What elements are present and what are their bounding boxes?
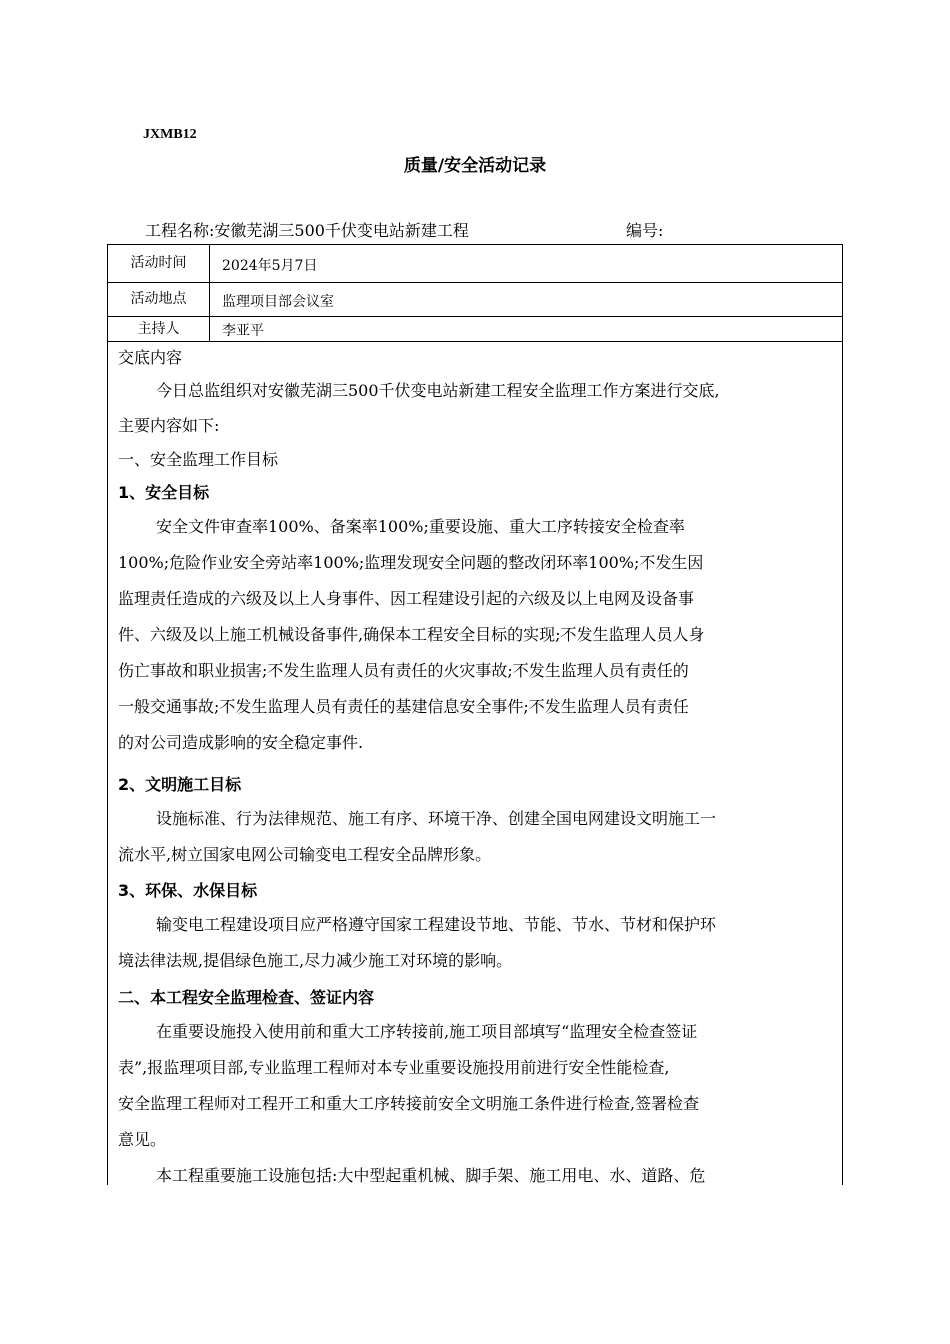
content-line: 今日总监组织对安徽芜湖三500千伏变电站新建工程安全监理工作方案进行交底, [156, 381, 720, 400]
content-line: 设施标准、行为法律规范、施工有序、环境干净、创建全国电网建设文明施工一 [156, 809, 717, 828]
content-line: 输变电工程建设项目应严格遵守国家工程建设节地、节能、节水、节材和保护环 [156, 915, 717, 934]
host-label: 主持人 [108, 317, 210, 341]
activity-place-value: 监理项目部会议室 [222, 294, 334, 310]
host-value: 李亚平 [222, 323, 264, 339]
content-line: 100%;危险作业安全旁站率100%;监理发现安全问题的整改闭环率100%;不发生因 [118, 553, 704, 572]
content-line: 监理责任造成的六级及以上人身事件、因工程建设引起的六级及以上电网及设备事 [118, 589, 695, 608]
content-line: 本工程重要施工设施包括:大中型起重机械、脚手架、施工用电、水、道路、危 [156, 1166, 706, 1185]
row-host [108, 317, 842, 342]
content-line: 伤亡事故和职业损害;不发生监理人员有责任的火灾事故;不发生监理人员有责任的 [118, 661, 689, 680]
record-table [107, 244, 843, 1185]
subsection-heading: 1、安全目标 [118, 483, 210, 502]
section-heading: 一、安全监理工作目标 [118, 450, 279, 469]
content-line: 在重要设施投入使用前和重大工序转接前,施工项目部填写“监理安全检查签证 [156, 1022, 698, 1041]
content-line: 流水平,树立国家电网公司输变电工程安全品牌形象。 [118, 845, 492, 864]
section-heading: 二、本工程安全监理检查、签证内容 [118, 988, 375, 1007]
content-line: 意见。 [118, 1130, 167, 1149]
activity-place-label: 活动地点 [108, 283, 210, 316]
content-line: 件、六级及以上施工机械设备事件,确保本工程安全目标的实现;不发生监理人员人身 [118, 625, 705, 644]
project-name: 工程名称:安徽芜湖三500千伏变电站新建工程 [145, 221, 469, 240]
activity-time-label: 活动时间 [108, 245, 210, 282]
content-line: 安全文件审查率100%、备案率100%;重要设施、重大工序转接安全检查率 [156, 517, 685, 536]
content-line: 一般交通事故;不发生监理人员有责任的基建信息安全事件;不发生监理人员有责任 [118, 697, 689, 716]
content-line: 安全监理工程师对工程开工和重大工序转接前安全文明施工条件进行检查,签署检查 [118, 1094, 700, 1113]
row-activity-place [108, 283, 842, 317]
content-line: 境法律法规,提倡绿色施工,尽力减少施工对环境的影响。 [118, 951, 513, 970]
content-line: 的对公司造成影响的安全稳定事件. [118, 733, 364, 752]
page-title: 质量/安全活动记录 [403, 156, 547, 176]
activity-time-value: 2024年5月7日 [222, 258, 318, 274]
number-label: 编号: [626, 221, 664, 240]
content-line: 主要内容如下: [118, 416, 220, 435]
row-activity-time [108, 245, 842, 283]
subsection-heading: 3、环保、水保目标 [118, 881, 258, 900]
content-line: 表”,报监理项目部,专业监理工程师对本专业重要设施投用前进行安全性能检查, [118, 1058, 670, 1077]
subsection-heading: 2、文明施工目标 [118, 775, 242, 794]
form-code: JXMB12 [143, 127, 197, 142]
content-heading: 交底内容 [118, 348, 183, 367]
